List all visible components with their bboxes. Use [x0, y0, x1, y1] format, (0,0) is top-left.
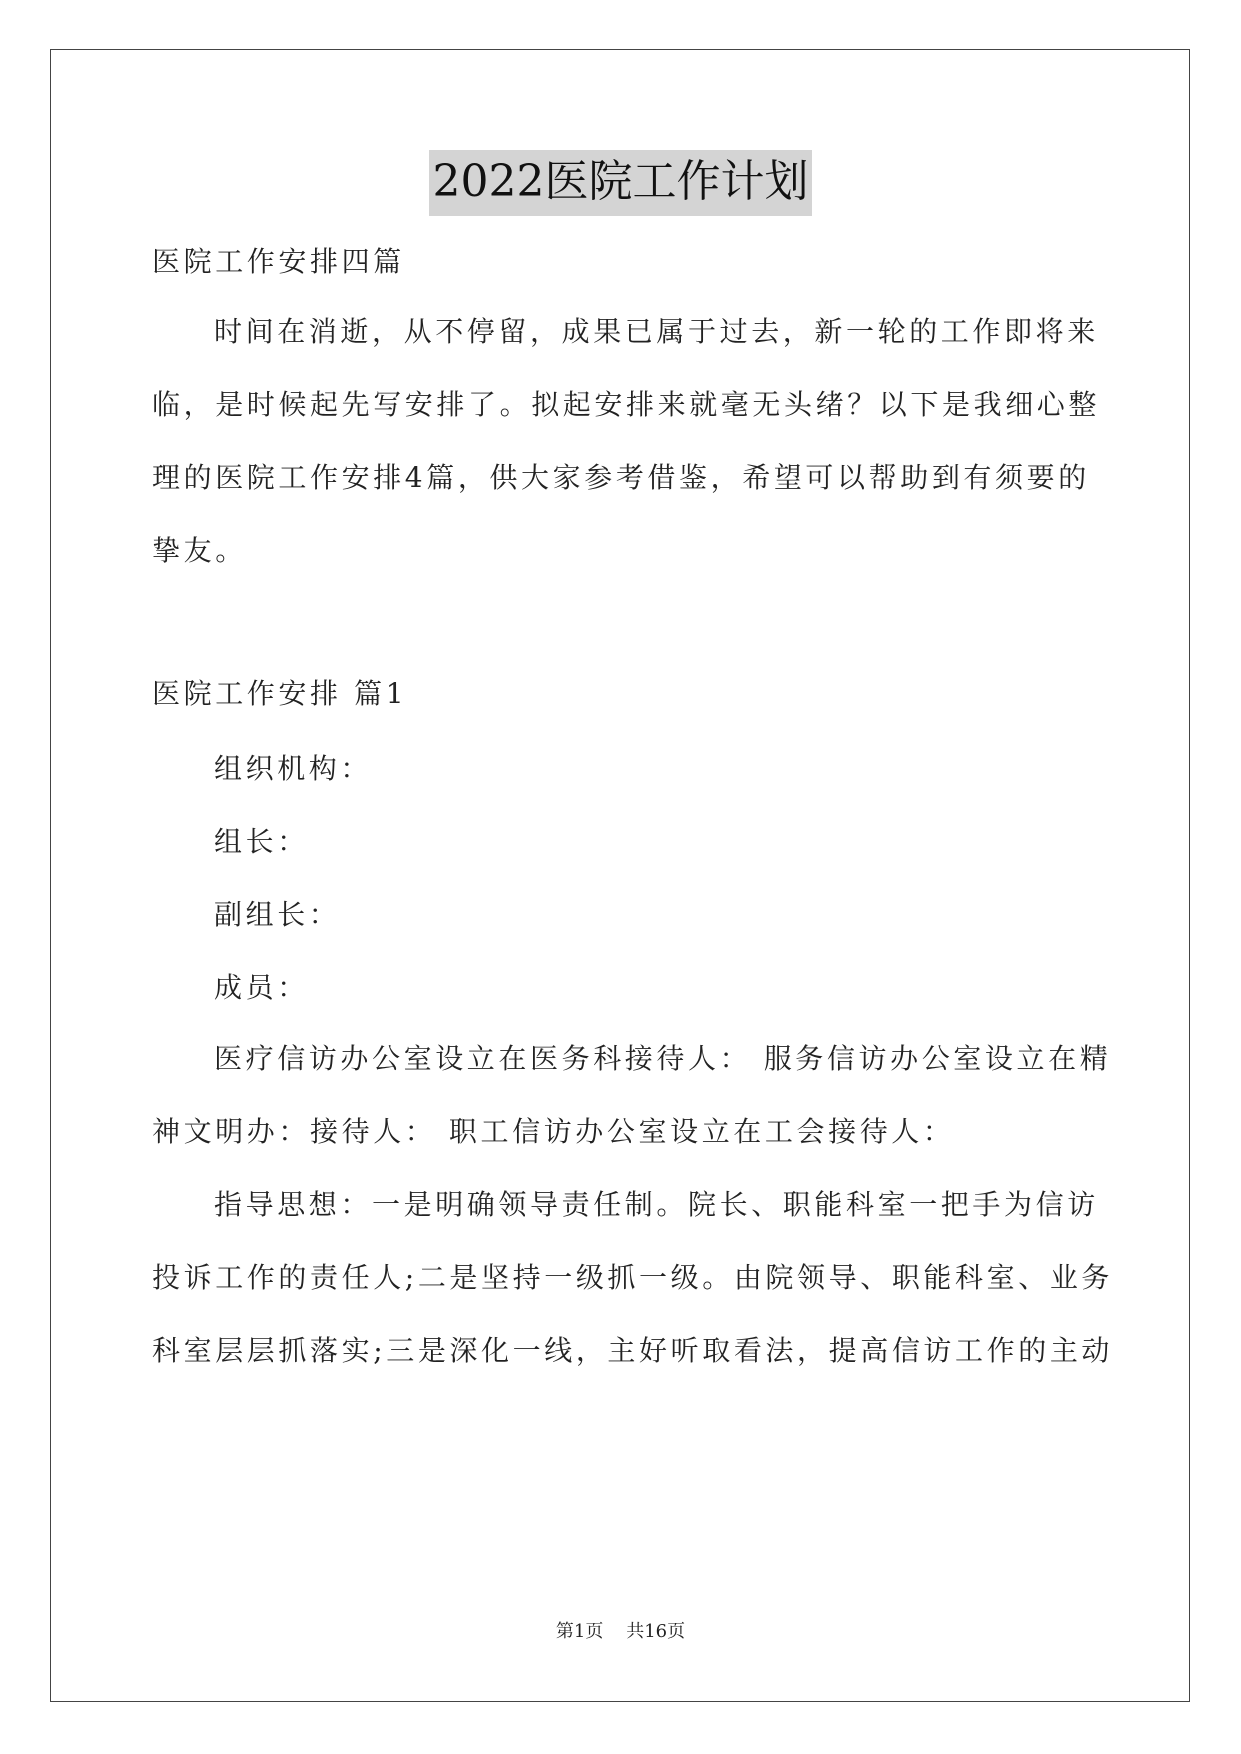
members-label: 成员：: [214, 971, 309, 1004]
title-container: [0, 150, 1241, 216]
org-label: 组织机构：: [214, 752, 373, 785]
guide-line-3: 科室层层抓落实;三是深化一线，主好听取看法，提高信访工作的主动: [152, 1334, 1114, 1367]
intro-line-1: 时间在消逝，从不停留，成果已属于过去，新一轮的工作即将来: [214, 315, 1099, 348]
intro-line-2: 临，是时候起先写安排了。拟起安排来就毫无头绪？以下是我细心整: [152, 388, 1101, 421]
guide-line-2: 投诉工作的责任人;二是坚持一级抓一级。由院领导、职能科室、业务: [152, 1261, 1114, 1294]
office-line-2: 神文明办：接待人： 职工信访办公室设立在工会接待人：: [152, 1115, 955, 1148]
intro-line-4: 挚友。: [152, 534, 247, 567]
office-line-1: 医疗信访办公室设立在医务科接待人： 服务信访办公室设立在精: [214, 1042, 1112, 1075]
page-footer: 第1页 共16页: [555, 1621, 686, 1642]
deputy-label: 副组长：: [214, 898, 341, 931]
intro-line-3: 理的医院工作安排4篇，供大家参考借鉴，希望可以帮助到有须要的: [152, 461, 1090, 494]
page-border: [50, 49, 1190, 1702]
subtitle: 医院工作安排四篇: [152, 245, 405, 278]
leader-label: 组长：: [214, 825, 309, 858]
document-title: 2022医院工作计划: [429, 150, 813, 216]
guide-line-1: 指导思想：一是明确领导责任制。院长、职能科室一把手为信访: [214, 1188, 1099, 1221]
section-heading: 医院工作安排 篇1: [152, 677, 408, 710]
